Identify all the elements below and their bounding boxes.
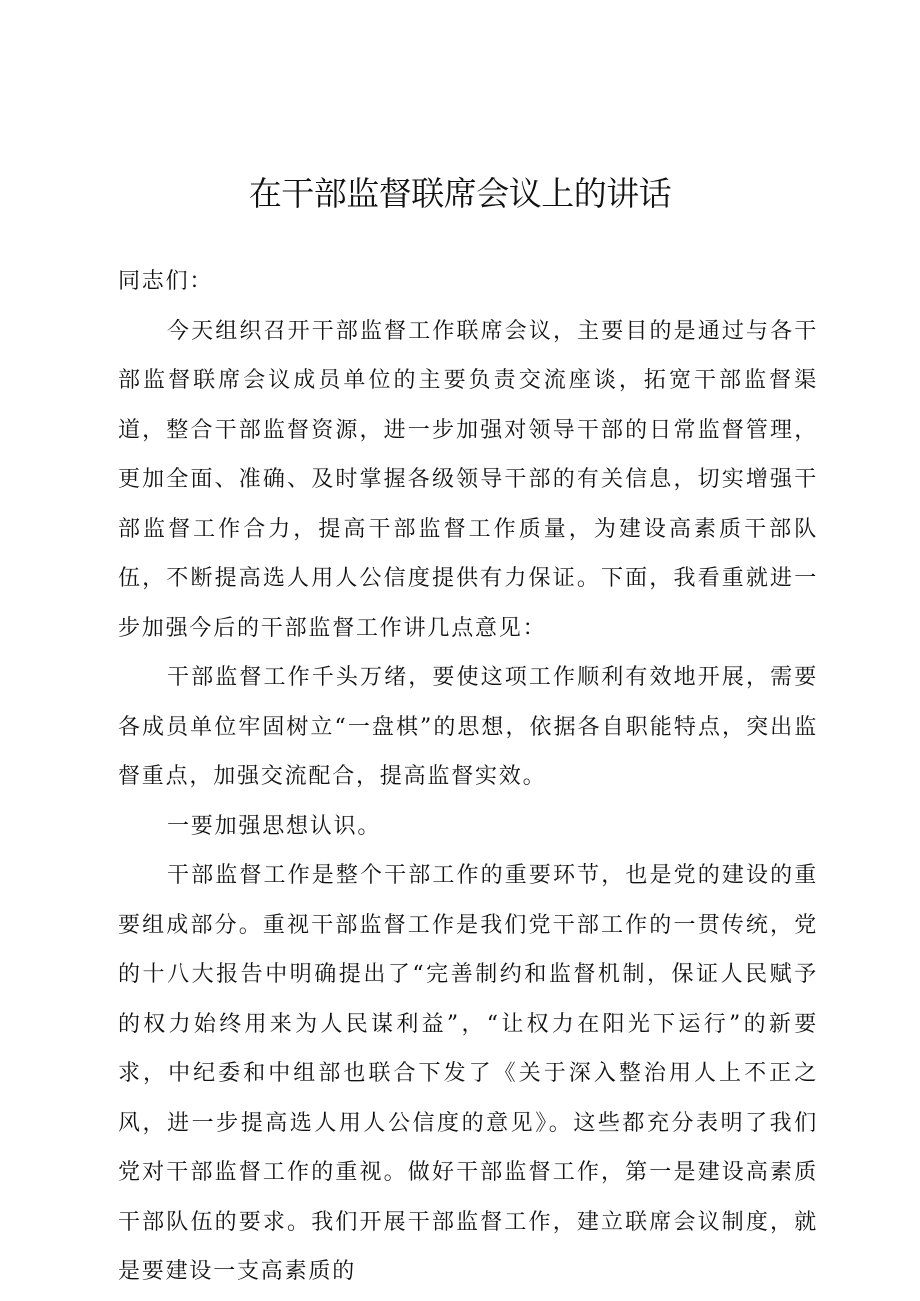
- document-body: [118, 257, 818, 1297]
- paragraph-1: 今天组织召开干部监督工作联席会议，主要目的是通过与各干部监督联席会议成员单位的主要负责交流座谈，拓宽干部监督渠道，整合干部监督资源，进一步加强对领导干部的日常监督管理，更加全面、准确、及时掌握各级领导干部的有关信息，切实增强干部监督工作合力，提高干部监督工作质量，为建设高素质干部队伍，不断提高选人用人公信度提供有力保证。下面，我看重就进一步加强今后的干部监督工作讲几点意见：: [118, 318, 818, 641]
- paragraph-4: 干部监督工作是整个干部工作的重要环节，也是党的建设的重要组成部分。重视干部监督工作是我们党干部工作的一贯传统，党的十八大报告中明确提出了“完善制约和监督机制，保证人民赋予的权力始终用来为人民谋利益”，“让权力在阳光下运行”的新要求，中纪委和中组部也联合下发了《关于深入整治用人上不正之风，进一步提高选人用人公信度的意见》。这些都充分表明了我们党对干部监督工作的重视。做好干部监督工作，第一是建设高素质干部队伍的要求。我们开展干部监督工作，建立联席会议制度，就是要建设一支高素质的: [118, 863, 818, 1284]
- document-title: 在干部监督联席会议上的讲话: [248, 174, 672, 213]
- paragraph-3-heading: 一要加强思想认识。: [167, 813, 382, 839]
- salutation: 同志们：: [118, 269, 214, 294]
- paragraph-2: 干部监督工作千头万绪，要使这项工作顺利有效地开展，需要各成员单位牢固树立“一盘棋”的思想，依据各自职能特点，突出监督重点，加强交流配合，提高监督实效。: [118, 665, 818, 789]
